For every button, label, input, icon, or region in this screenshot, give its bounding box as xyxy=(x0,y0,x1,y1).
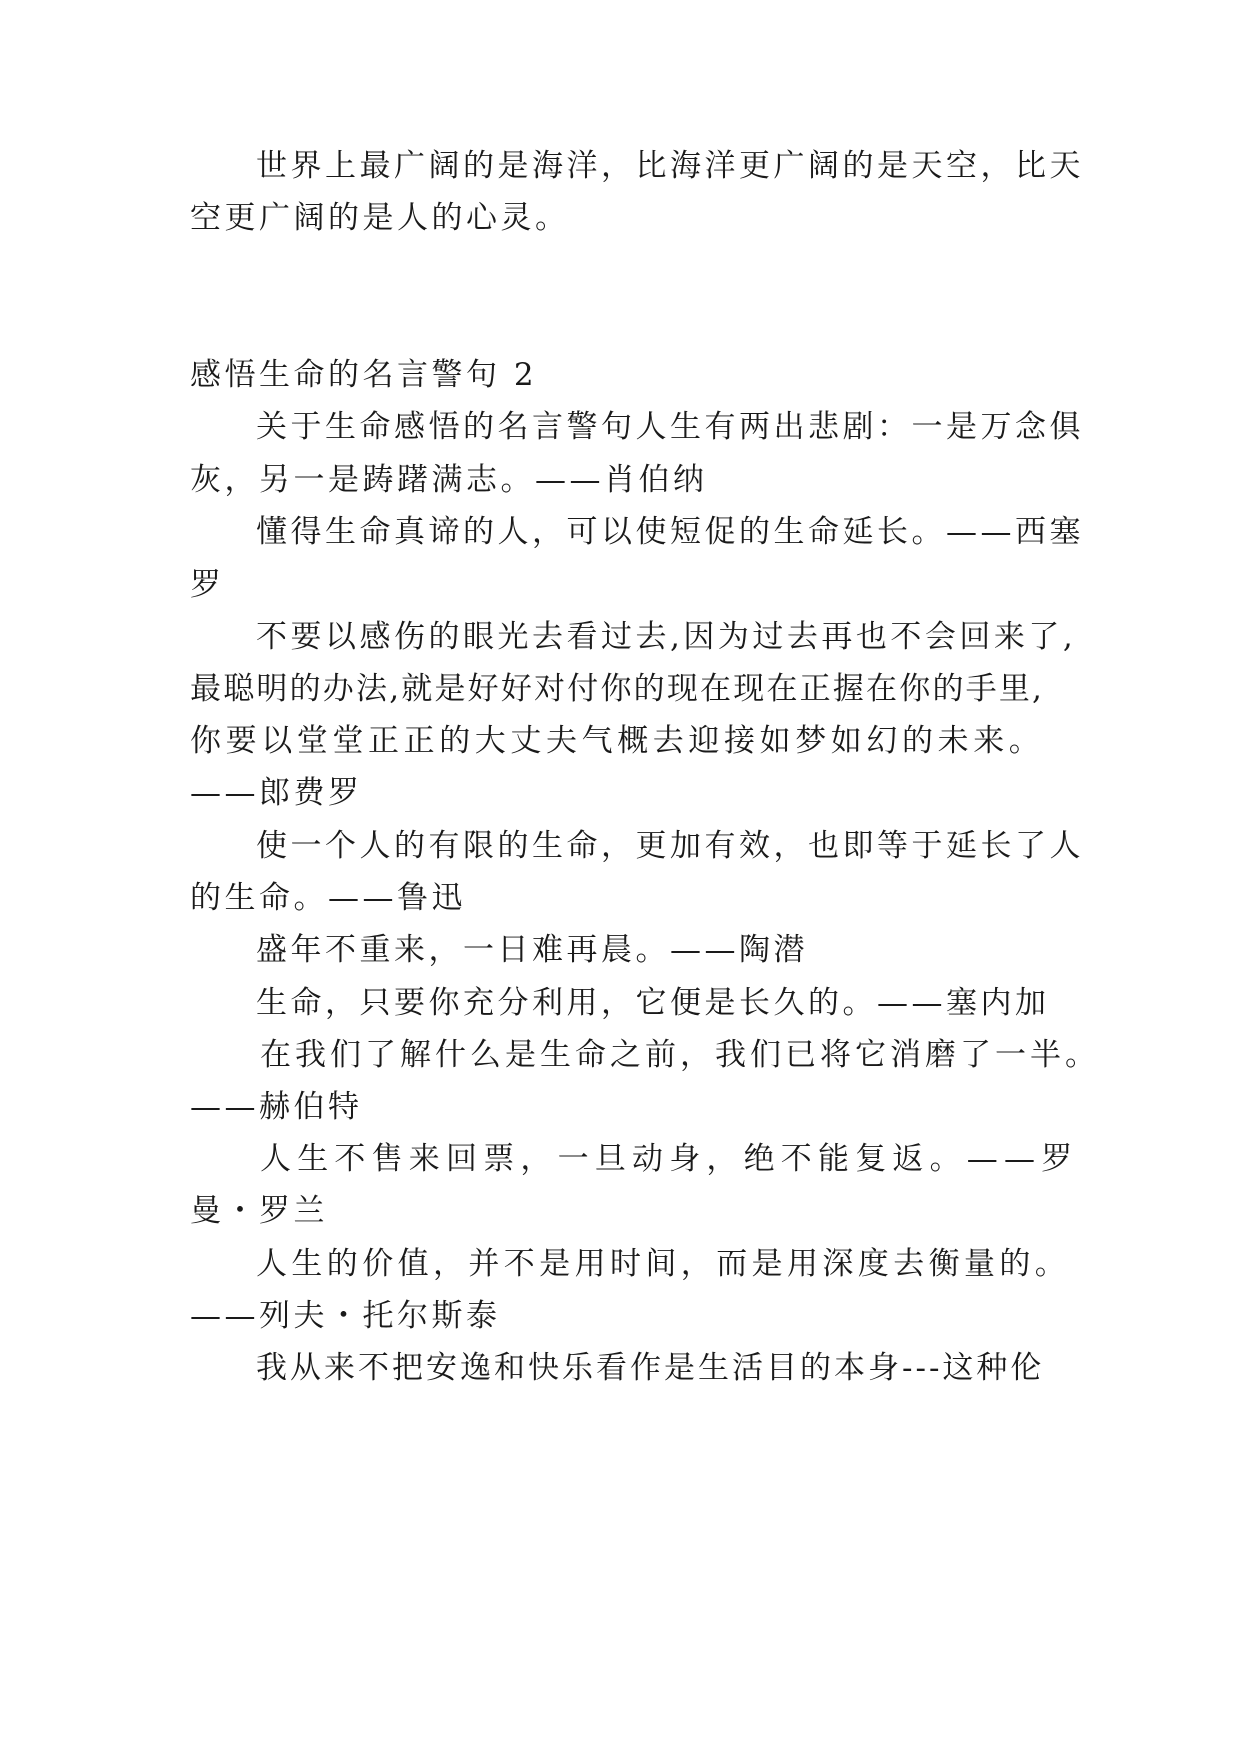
paragraph-line: ——赫伯特 xyxy=(190,1089,363,1125)
paragraph-line: 关于生命感悟的名言警句人生有两出悲剧：一是万念俱 xyxy=(256,409,1084,445)
paragraph-line: 使一个人的有限的生命，更加有效，也即等于延长了人 xyxy=(256,828,1084,864)
paragraph-line: 我从来不把安逸和快乐看作是生活目的本身---这种伦 xyxy=(256,1350,1045,1386)
paragraph-line: 懂得生命真谛的人，可以使短促的生命延长。——西塞 xyxy=(256,514,1084,550)
paragraph-line: 最聪明的办法,就是好好对付你的现在现在正握在你的手里, xyxy=(190,671,1045,707)
section-heading: 感悟生命的名言警句 2 xyxy=(190,357,538,393)
paragraph-line: 在我们了解什么是生命之前，我们已将它消磨了一半。 xyxy=(260,1037,1100,1073)
paragraph-line: 灰，另一是踌躇满志。——肖伯纳 xyxy=(190,462,708,498)
paragraph-line: 曼・罗兰 xyxy=(190,1193,328,1229)
paragraph-line: 盛年不重来，一日难再晨。——陶潜 xyxy=(256,932,808,968)
paragraph-line: 罗 xyxy=(190,567,225,603)
paragraph-line: 的生命。——鲁迅 xyxy=(190,880,466,916)
paragraph-line: 世界上最广阔的是海洋，比海洋更广阔的是天空，比天 xyxy=(256,148,1084,184)
paragraph-line: 人生的价值，并不是用时间，而是用深度去衡量的。 xyxy=(256,1246,1071,1282)
paragraph-line: 不要以感伤的眼光去看过去,因为过去再也不会回来了, xyxy=(256,619,1077,655)
paragraph-line: 生命，只要你充分利用，它便是长久的。——塞内加 xyxy=(256,985,1050,1021)
paragraph-line: 人生不售来回票，一旦动身，绝不能复返。——罗 xyxy=(260,1141,1079,1177)
paragraph-line: ——列夫・托尔斯泰 xyxy=(190,1298,501,1334)
paragraph-line: 空更广阔的是人的心灵。 xyxy=(190,200,570,236)
paragraph-line: 你要以堂堂正正的大丈夫气概去迎接如梦如幻的未来。 xyxy=(190,723,1045,759)
paragraph-line: ——郎费罗 xyxy=(190,775,363,811)
